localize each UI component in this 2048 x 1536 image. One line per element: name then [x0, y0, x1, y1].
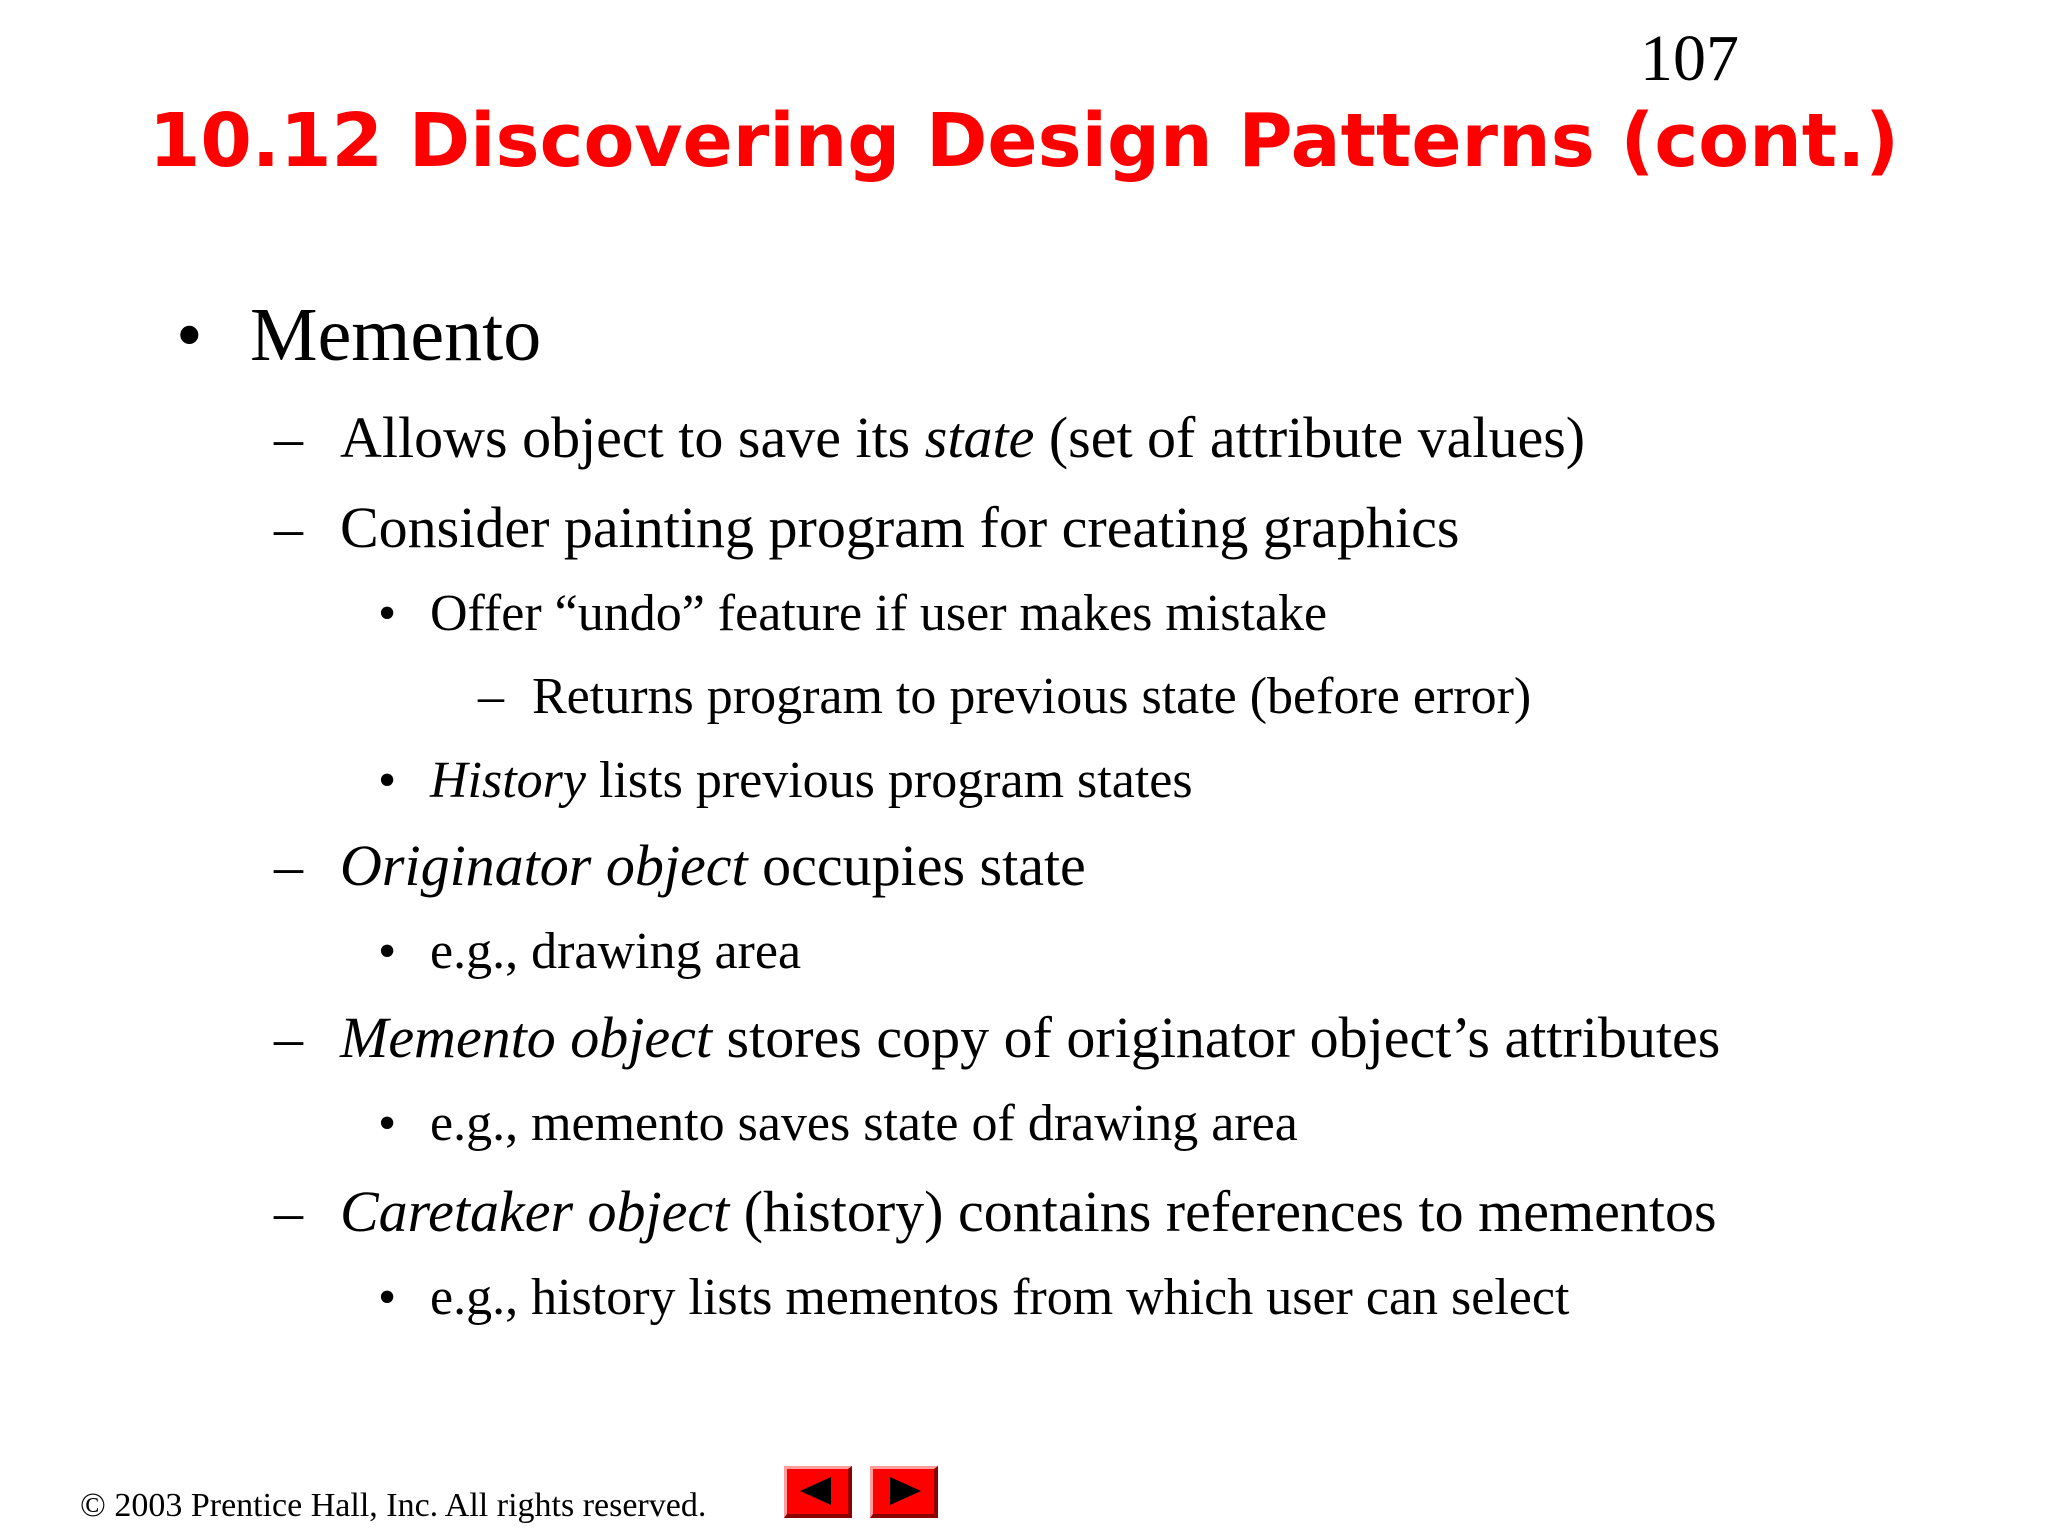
dash-item-memento-object [340, 1004, 1720, 1072]
copyright-footer: © 2003 Prentice Hall, Inc. All rights reserved. [80, 1487, 707, 1524]
item-emphasis: state [924, 405, 1035, 470]
item-text: occupies state [747, 833, 1086, 898]
bullet-item-history [430, 751, 1193, 811]
dash-item-save-state [340, 404, 1585, 472]
item-text: Offer “undo” feature if user makes mistake [430, 585, 1328, 642]
bullet-marker: • [176, 293, 203, 377]
bullet-marker: • [378, 923, 397, 980]
item-text: Allows object to save its [340, 405, 925, 470]
bullet-marker: • [378, 1269, 397, 1326]
dash-item-returns-program [532, 667, 1531, 727]
item-text: e.g., drawing area [430, 923, 802, 980]
item-text: Memento [250, 293, 542, 377]
bullet-item-drawing-area [430, 922, 801, 982]
item-text: Returns program to previous state (before error) [532, 668, 1532, 725]
bullet-marker: • [378, 585, 397, 642]
item-text: Consider painting program for creating graphics [340, 495, 1460, 560]
bullet-item-memento-saves [430, 1094, 1298, 1154]
slide-title: 10.12 Discovering Design Patterns (cont.) [148, 98, 1900, 184]
item-text: e.g., memento saves state of drawing area [430, 1095, 1298, 1152]
item-text: lists previous program states [586, 752, 1193, 809]
item-emphasis: Originator object [340, 833, 748, 898]
left-arrow-icon [787, 1469, 848, 1514]
next-slide-button[interactable] [870, 1466, 938, 1518]
bullet-item-history-lists [430, 1268, 1569, 1328]
dash-item-originator [340, 832, 1086, 900]
item-text: (history) contains references to mementos [729, 1179, 1717, 1244]
dash-item-painting-program [340, 494, 1459, 562]
dash-item-caretaker [340, 1178, 1717, 1246]
item-emphasis: Caretaker object [340, 1179, 730, 1244]
dash-marker: – [478, 668, 504, 725]
item-text: stores copy of originator object’s attributes [712, 1005, 1721, 1070]
item-emphasis: Memento object [340, 1005, 713, 1070]
dash-marker: – [274, 1005, 303, 1070]
page-number: 107 [1640, 22, 1739, 95]
bullet-marker: • [378, 1095, 397, 1152]
item-emphasis: History [430, 752, 586, 809]
dash-marker: – [274, 1179, 303, 1244]
dash-marker: – [274, 495, 303, 560]
bullet-marker: • [378, 752, 397, 809]
bullet-item-memento [250, 292, 541, 378]
item-text: e.g., history lists mementos from which user can select [430, 1269, 1570, 1326]
dash-marker: – [274, 833, 303, 898]
dash-marker: – [274, 405, 303, 470]
right-arrow-icon [873, 1469, 934, 1514]
item-text: (set of attribute values) [1034, 405, 1586, 470]
previous-slide-button[interactable] [784, 1466, 852, 1518]
bullet-item-undo [430, 584, 1327, 644]
